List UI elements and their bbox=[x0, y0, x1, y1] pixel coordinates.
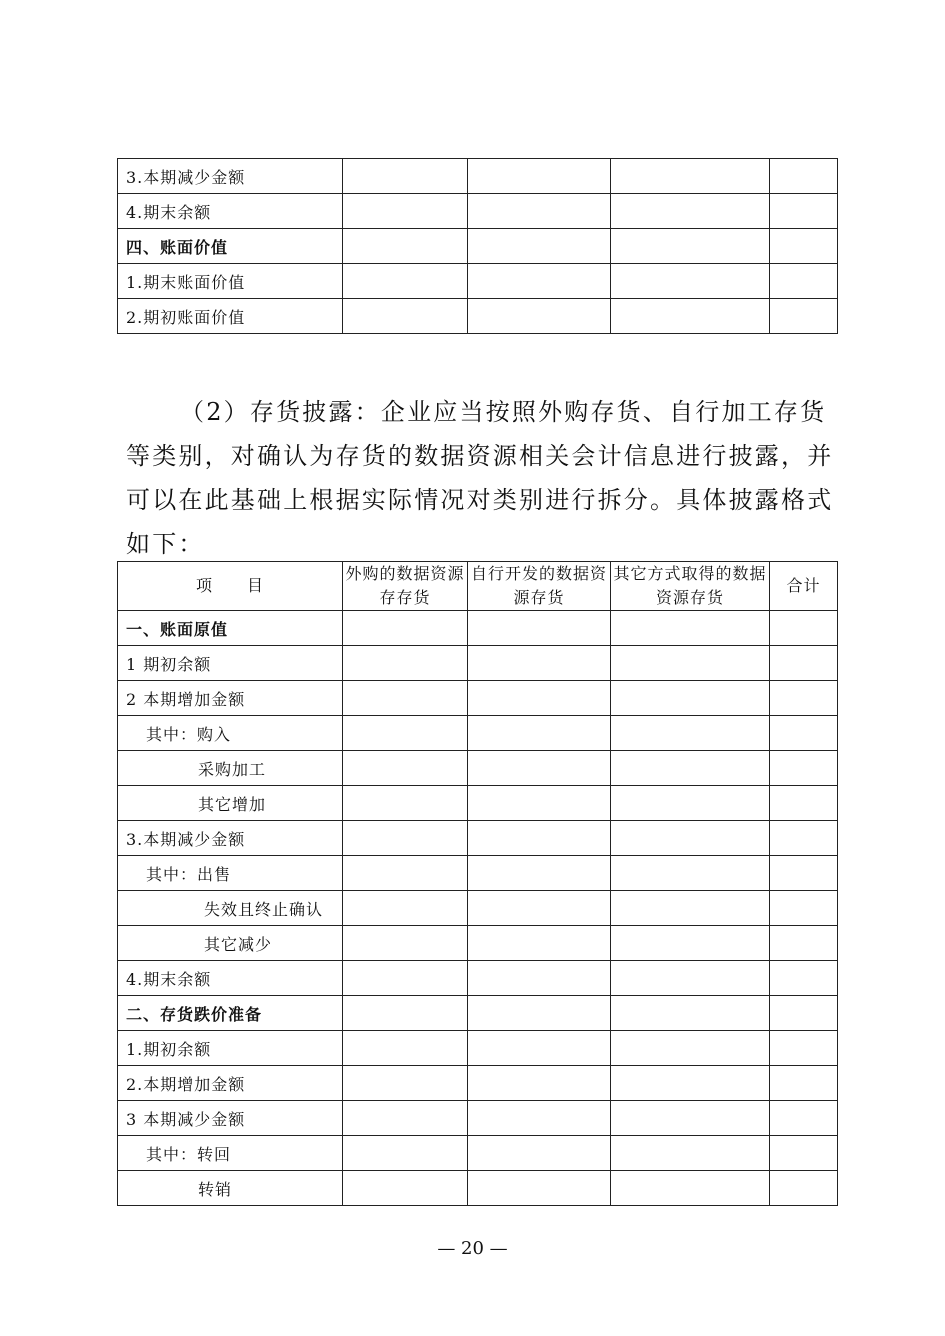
value-cell bbox=[343, 229, 468, 264]
value-cell bbox=[611, 159, 770, 194]
value-cell bbox=[611, 1136, 770, 1171]
value-cell bbox=[343, 299, 468, 334]
table-row bbox=[118, 194, 838, 229]
value-cell bbox=[611, 229, 770, 264]
table-row bbox=[118, 856, 838, 891]
value-cell bbox=[343, 194, 468, 229]
table-row bbox=[118, 229, 838, 264]
header-total: 合计 bbox=[770, 562, 838, 611]
value-cell bbox=[468, 1171, 611, 1206]
table-row bbox=[118, 159, 838, 194]
value-cell bbox=[468, 159, 611, 194]
value-cell bbox=[343, 1031, 468, 1066]
value-cell bbox=[770, 786, 838, 821]
value-cell bbox=[611, 611, 770, 646]
value-cell bbox=[770, 681, 838, 716]
value-cell bbox=[343, 751, 468, 786]
value-cell bbox=[770, 1136, 838, 1171]
value-cell bbox=[343, 681, 468, 716]
value-cell bbox=[770, 751, 838, 786]
value-cell bbox=[468, 1101, 611, 1136]
value-cell bbox=[770, 891, 838, 926]
row-label: 其中：出售 bbox=[118, 856, 343, 891]
value-cell bbox=[468, 229, 611, 264]
header-item: 项 目 bbox=[118, 562, 343, 611]
row-label: 一、账面原值 bbox=[118, 611, 343, 646]
row-label: 3.本期减少金额 bbox=[118, 821, 343, 856]
value-cell bbox=[770, 1171, 838, 1206]
value-cell bbox=[611, 751, 770, 786]
value-cell bbox=[770, 194, 838, 229]
row-label: 采购加工 bbox=[118, 751, 343, 786]
value-cell bbox=[343, 926, 468, 961]
row-label: 1.期初余额 bbox=[118, 1031, 343, 1066]
value-cell bbox=[343, 891, 468, 926]
value-cell bbox=[468, 716, 611, 751]
value-cell bbox=[468, 681, 611, 716]
value-cell bbox=[468, 194, 611, 229]
row-label: 其它增加 bbox=[118, 786, 343, 821]
row-label: 1.期末账面价值 bbox=[118, 264, 343, 299]
value-cell bbox=[343, 786, 468, 821]
table-row bbox=[118, 681, 838, 716]
value-cell bbox=[611, 299, 770, 334]
value-cell bbox=[343, 996, 468, 1031]
value-cell bbox=[343, 1066, 468, 1101]
value-cell bbox=[343, 1101, 468, 1136]
inventory-disclosure-paragraph: （2）存货披露：企业应当按照外购存货、自行加工存货等类别，对确认为存货的数据资源相关会计信息进行披露，并可以在此基础上根据实际情况对类别进行拆分。具体披露格式如下： bbox=[126, 398, 834, 558]
value-cell bbox=[770, 229, 838, 264]
value-cell bbox=[611, 891, 770, 926]
row-label: 转销 bbox=[118, 1171, 343, 1206]
value-cell bbox=[343, 856, 468, 891]
table-row bbox=[118, 716, 838, 751]
value-cell bbox=[770, 646, 838, 681]
table-row bbox=[118, 1031, 838, 1066]
value-cell bbox=[343, 1171, 468, 1206]
value-cell bbox=[343, 961, 468, 996]
value-cell bbox=[468, 856, 611, 891]
table-row bbox=[118, 1171, 838, 1206]
value-cell bbox=[611, 821, 770, 856]
table-row bbox=[118, 891, 838, 926]
value-cell bbox=[343, 264, 468, 299]
value-cell bbox=[611, 926, 770, 961]
row-label: 3 本期减少金额 bbox=[118, 1101, 343, 1136]
row-label: 其中：购入 bbox=[118, 716, 343, 751]
table-row bbox=[118, 926, 838, 961]
value-cell bbox=[611, 716, 770, 751]
table-row bbox=[118, 264, 838, 299]
row-label: 2.本期增加金额 bbox=[118, 1066, 343, 1101]
value-cell bbox=[343, 159, 468, 194]
table-row bbox=[118, 961, 838, 996]
header-purchased: 外购的数据资源存存货 bbox=[343, 562, 468, 611]
value-cell bbox=[468, 751, 611, 786]
value-cell bbox=[468, 1066, 611, 1101]
value-cell bbox=[770, 856, 838, 891]
table-row bbox=[118, 646, 838, 681]
value-cell bbox=[611, 1171, 770, 1206]
value-cell bbox=[468, 611, 611, 646]
value-cell bbox=[343, 611, 468, 646]
value-cell bbox=[611, 194, 770, 229]
value-cell bbox=[468, 646, 611, 681]
value-cell bbox=[343, 821, 468, 856]
value-cell bbox=[770, 264, 838, 299]
value-cell bbox=[611, 786, 770, 821]
row-label: 2.期初账面价值 bbox=[118, 299, 343, 334]
value-cell bbox=[770, 1066, 838, 1101]
table-row bbox=[118, 1066, 838, 1101]
value-cell bbox=[468, 821, 611, 856]
value-cell bbox=[611, 996, 770, 1031]
table-header-row bbox=[118, 562, 838, 611]
value-cell bbox=[770, 1101, 838, 1136]
value-cell bbox=[611, 1066, 770, 1101]
header-self-developed: 自行开发的数据资源存货 bbox=[468, 562, 611, 611]
value-cell bbox=[468, 264, 611, 299]
row-label: 二、存货跌价准备 bbox=[118, 996, 343, 1031]
value-cell bbox=[611, 1101, 770, 1136]
row-label: 2 本期增加金额 bbox=[118, 681, 343, 716]
value-cell bbox=[468, 961, 611, 996]
row-label: 其中：转回 bbox=[118, 1136, 343, 1171]
table-row bbox=[118, 751, 838, 786]
table-row bbox=[118, 996, 838, 1031]
value-cell bbox=[468, 786, 611, 821]
value-cell bbox=[770, 926, 838, 961]
row-label: 4.期末余额 bbox=[118, 961, 343, 996]
row-label: 4.期末余额 bbox=[118, 194, 343, 229]
value-cell bbox=[611, 681, 770, 716]
table-row bbox=[118, 821, 838, 856]
row-label: 3.本期减少金额 bbox=[118, 159, 343, 194]
value-cell bbox=[611, 1031, 770, 1066]
value-cell bbox=[770, 821, 838, 856]
page-number: — 20 — bbox=[437, 1238, 508, 1259]
value-cell bbox=[770, 611, 838, 646]
value-cell bbox=[770, 159, 838, 194]
value-cell bbox=[611, 856, 770, 891]
value-cell bbox=[611, 646, 770, 681]
value-cell bbox=[468, 1136, 611, 1171]
table-row bbox=[118, 786, 838, 821]
value-cell bbox=[343, 646, 468, 681]
value-cell bbox=[468, 891, 611, 926]
value-cell bbox=[468, 996, 611, 1031]
value-cell bbox=[468, 926, 611, 961]
value-cell bbox=[343, 716, 468, 751]
row-label: 失效且终止确认 bbox=[118, 891, 343, 926]
value-cell bbox=[343, 1136, 468, 1171]
book-value-table bbox=[117, 158, 838, 334]
table-row bbox=[118, 1101, 838, 1136]
value-cell bbox=[770, 716, 838, 751]
value-cell bbox=[468, 299, 611, 334]
row-label: 其它减少 bbox=[118, 926, 343, 961]
table-row bbox=[118, 1136, 838, 1171]
value-cell bbox=[770, 996, 838, 1031]
value-cell bbox=[611, 961, 770, 996]
inventory-disclosure-table bbox=[117, 561, 838, 1206]
value-cell bbox=[770, 1031, 838, 1066]
value-cell bbox=[770, 299, 838, 334]
table-row bbox=[118, 299, 838, 334]
value-cell bbox=[611, 264, 770, 299]
table-row bbox=[118, 611, 838, 646]
value-cell bbox=[468, 1031, 611, 1066]
header-other-acquired: 其它方式取得的数据资源存货 bbox=[611, 562, 770, 611]
row-label: 四、账面价值 bbox=[118, 229, 343, 264]
value-cell bbox=[770, 961, 838, 996]
row-label: 1 期初余额 bbox=[118, 646, 343, 681]
